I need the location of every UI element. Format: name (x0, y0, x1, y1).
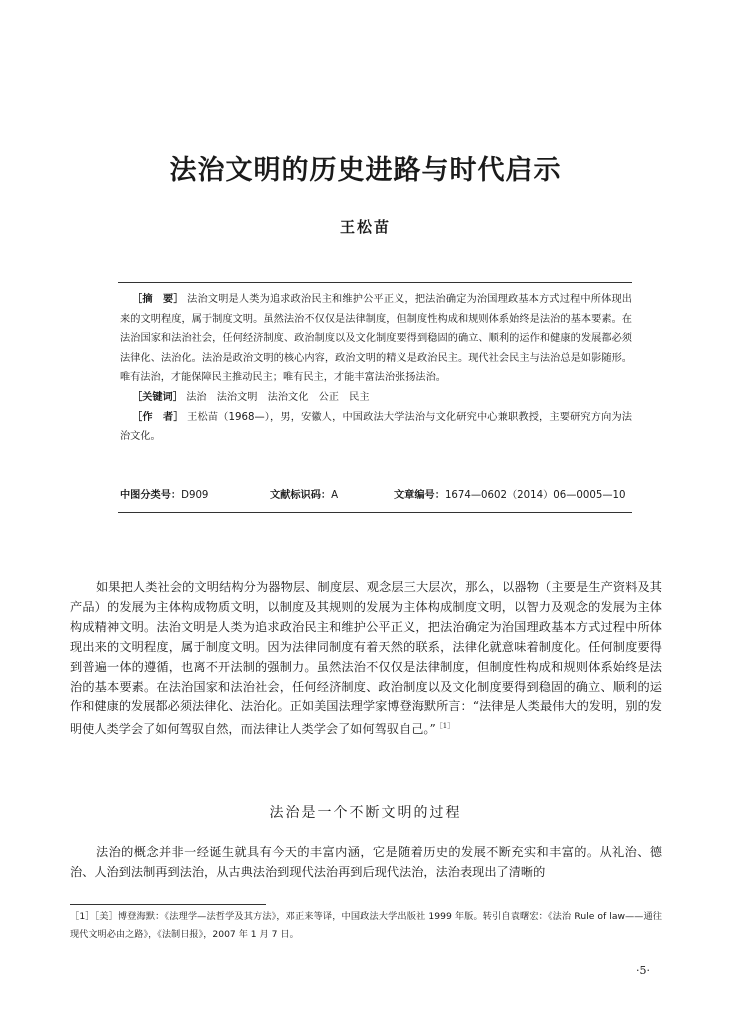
footnote-text: ［1］［美］博登海默：《法理学—法哲学及其方法》，邓正来等译，中国政法大学出版社 1999 年版。转引自袁曙宏：《法治 Rule of law——通往现代文明必由之路》，《法制日报》，2007 年 1 月 7 日。 (70, 911, 662, 940)
keywords-paragraph (120, 388, 632, 408)
abstract-block (120, 290, 632, 447)
clc-value: D909 (181, 490, 209, 501)
author-info-label: ［作 者］ (132, 411, 184, 423)
body-text-section (70, 843, 662, 883)
abstract-text: 法治文明是人类为追求政治民主和维护公平正义，把法治确定为治国理政基本方式过程中所体现出来的文明程度，属于制度文明。虽然法治不仅仅是法律制度，但制度性构成和规则体系始终是法治的基本要素。在法治国家和法治社会，任何经济制度、政治制度以及文化制度要得到稳固的确立、顺利的运作和健康的发展都必须法律化、法治化。法治是政治文明的核心内容，政治文明的精义是政治民主。现代社会民主与法治总是如影随形。唯有法治，才能保障民主推动民主；唯有民主，才能丰富法治张扬法治。 (120, 294, 632, 384)
footnote-ref[interactable]: ［1］ (435, 722, 455, 731)
article-author: 王松苗 (339, 218, 391, 236)
body-paragraph-2: 法治的概念并非一经诞生就具有今天的丰富内涵，它是随着历史的发展不断充实和丰富的。从礼治、德治、人治到法制再到法治，从古典法治到现代法治再到后现代法治，法治表现出了清晰的 (70, 845, 662, 879)
author-info-text: 王松苗（1968—），男，安徽人，中国政法大学法治与文化研究中心兼职教授，主要研究方向为法治文化。 (120, 411, 632, 443)
abstract-paragraph (120, 290, 632, 388)
footnote (70, 908, 662, 944)
footnote-rule (70, 904, 266, 905)
article-number-value: 1674—0602（2014）06—0005—10 (444, 490, 626, 501)
keywords-text: 法治 法治文明 法治文化 公正 民主 (186, 391, 370, 403)
doc-code-label: 文献标识码： (270, 490, 332, 501)
page-number: ·5· (636, 964, 650, 977)
section-heading: 法治是一个不断文明的过程 (269, 805, 462, 821)
body-paragraph-1 (70, 578, 662, 740)
author-info-paragraph (120, 408, 632, 447)
doc-code-value: A (331, 490, 339, 501)
article-title: 法治文明的历史进路与时代启示 (169, 155, 562, 186)
abstract-label: ［摘 要］ (132, 294, 184, 305)
clc-label: 中图分类号： (120, 490, 182, 501)
abstract-bottom-rule (118, 512, 632, 513)
body-paragraph-1-text: 如果把人类社会的文明结构分为器物层、制度层、观念层三大层次，那么，以器物（主要是生产资料及其产品）的发展为主体构成物质文明，以制度及其规则的发展为主体构成制度文明，以智力及观念的发展为主体构成精神文明。法治文明是人类为追求政治民主和维护公平正义，把法治确定为治国理政基本方式过程中所体现出来的文明程度，属于制度文明。因为法律同制度有着天然的联系，法律化就意味着制度化。任何制度要得到普遍一体的遵循，也离不开法制的强制力。虽然法治不仅仅是法律制度，但制度性构成和规则体系始终是法治的基本要素。在法治国家和法治社会，任何经济制度、政治制度以及文化制度要得到稳固的确立、顺利的运作和健康的发展都必须法律化、法治化。正如美国法理学家博登海默所言：“法律是人类最伟大的发明，别的发明使人类学会了如何驾驭自然，而法律让人类学会了如何驾驭自己。” (70, 580, 662, 737)
classification-line (120, 486, 632, 501)
body-text-intro (70, 578, 662, 740)
keywords-label: ［关键词］ (132, 391, 183, 403)
article-number-label: 文章编号： (394, 490, 445, 501)
abstract-top-rule (118, 282, 632, 283)
